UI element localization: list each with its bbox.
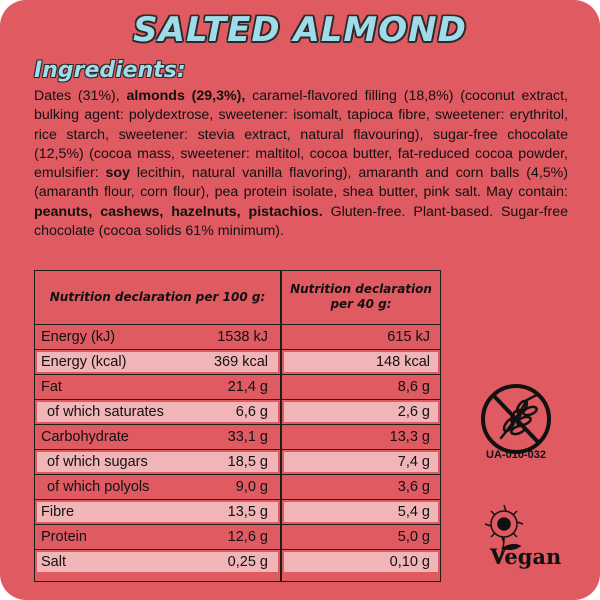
table-row [35,499,440,524]
value-per-40g: 5,4 g [397,504,430,520]
table-row [35,449,440,474]
value-per-40g: 7,4 g [397,454,430,470]
vegan-label: Vegan [490,544,562,569]
value-per-40g: 615 kJ [387,329,430,345]
table-row [35,324,440,349]
ingredient-text-segment: Dates (31%), [34,88,127,104]
table-row [35,399,440,424]
table-row [35,474,440,499]
nutrient-label: Protein [41,529,87,545]
gluten-free-code: UA-010-032 [486,449,546,461]
header-per-40g: Nutrition declaration per 40 g: [290,282,432,311]
value-per-40g: 8,6 g [397,379,430,395]
nutrient-label: Salt [41,554,66,570]
value-per-100g: 0,25 g [227,554,268,570]
value-per-100g: 18,5 g [227,454,268,470]
nutrient-label: of which polyols [47,479,150,495]
value-per-40g: 3,6 g [397,479,430,495]
table-row [35,524,440,549]
header-per-100g: Nutrition declaration per 100 g: [49,289,266,304]
value-per-100g: 33,1 g [227,429,268,445]
value-per-100g: 21,4 g [227,379,268,395]
table-row [35,374,440,399]
nutrition-table [34,270,441,582]
value-per-40g: 13,3 g [389,429,430,445]
value-per-100g: 1538 kJ [217,329,268,345]
ingredient-text-segment: lecithin, natural vanilla flavoring), amaranth and corn balls (4,5%) (amaranth flour, corn flour), pea protein isolate, shea butter, pink salt. May contain: [34,165,568,201]
ingredients-text [34,87,568,241]
nutrient-label: Carbohydrate [41,429,129,445]
value-per-40g: 0,10 g [389,554,430,570]
nutrition-table-header [35,271,440,325]
ingredient-text-segment: Gluten-free. Plant-based. Sugar-free chocolate (cocoa solids 61% minimum). [34,203,568,240]
value-per-100g: 13,5 g [227,504,268,520]
value-per-100g: 9,0 g [235,479,268,495]
product-title: SALTED ALMOND [133,10,467,50]
value-per-40g: 148 kcal [375,354,430,370]
nutrient-label: of which sugars [47,454,148,470]
value-per-40g: 5,0 g [397,529,430,545]
nutrient-label: of which saturates [47,404,164,420]
ingredient-highlight: soy [105,165,130,182]
nutrition-rows [35,324,440,574]
value-per-40g: 2,6 g [397,404,430,420]
ingredients-heading: Ingredients: [34,58,186,83]
value-per-100g: 369 kcal [213,354,268,370]
table-row [35,549,440,574]
table-row [35,424,440,449]
ingredient-text-segment: caramel-flavored filling (18,8%) (coconut extract, bulking agent: polydextrose, sweetener: isomalt, tapioca fibre, sweetener: erythritol, rice starch, sweetener: stevia extract, natural flavouring), sugar-free chocolate (12,5%) (cocoa mass, sweetener: maltitol, cocoa butter, fat-reduced cocoa powder, emulsifier: [34,88,568,182]
table-row [35,349,440,374]
nutrient-label: Fat [41,379,62,395]
nutrient-label: Energy (kJ) [41,329,116,345]
value-per-100g: 6,6 g [235,404,268,420]
nutrient-label: Energy (kcal) [41,354,127,370]
ingredient-highlight: peanuts, cashews, hazelnuts, pistachios. [34,203,323,220]
ingredient-highlight: almonds (29,3%), [126,88,246,104]
value-per-100g: 12,6 g [227,529,268,545]
nutrient-label: Fibre [41,504,75,520]
